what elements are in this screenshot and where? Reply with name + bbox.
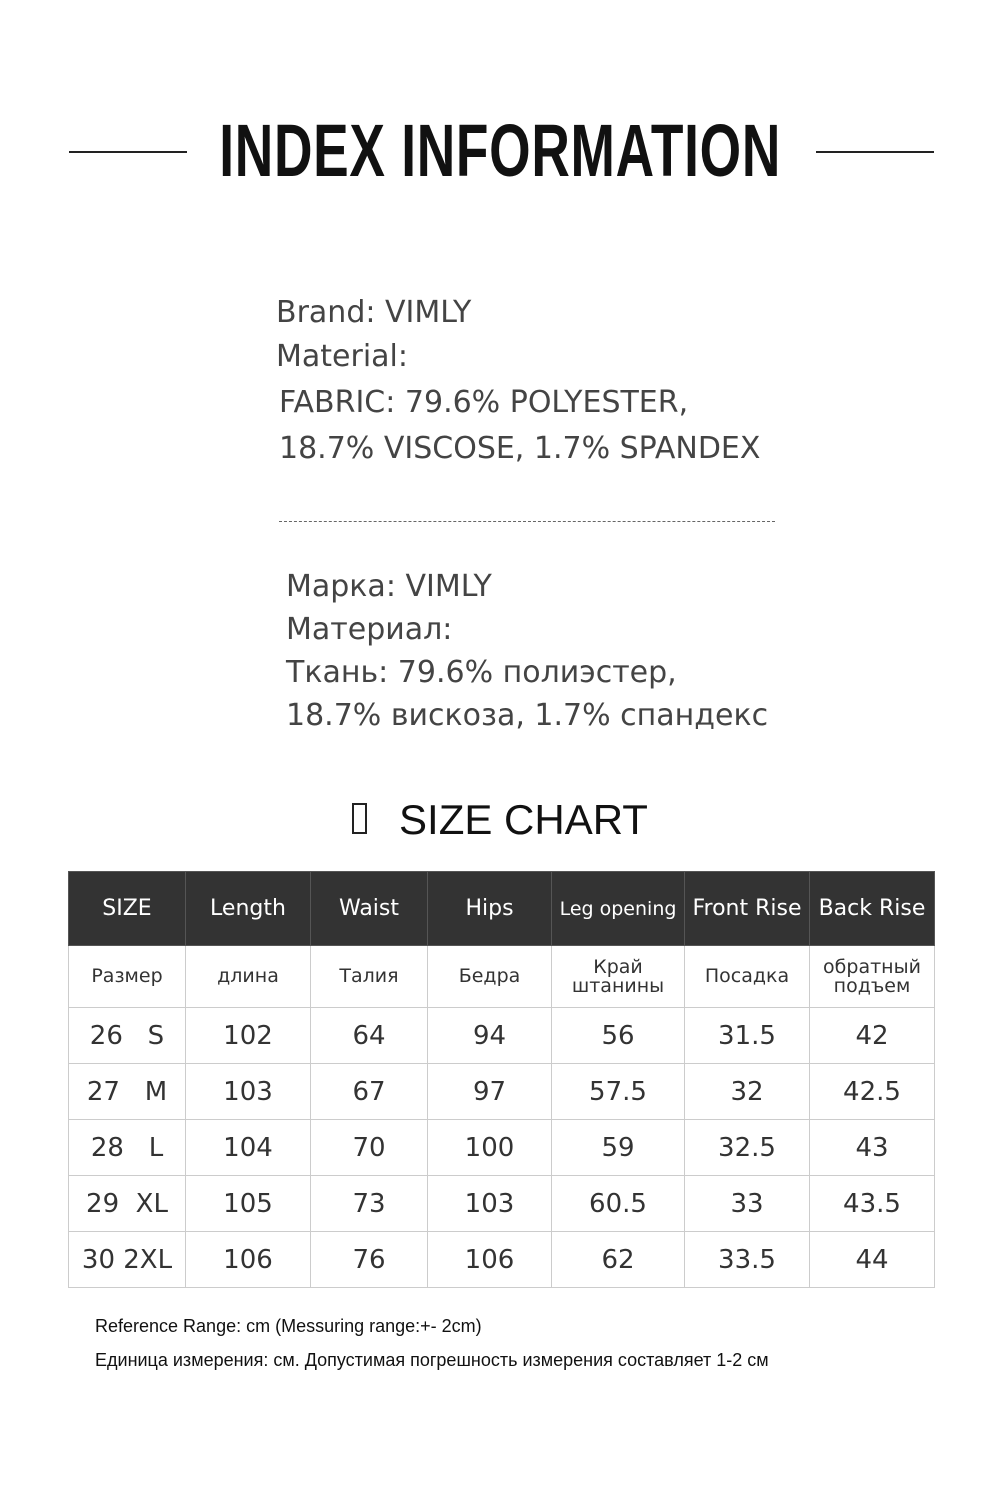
table-cell: 26 S xyxy=(69,1008,186,1064)
brand-en: Brand: VIMLY xyxy=(276,295,472,330)
table-cell: 62 xyxy=(552,1232,685,1288)
table-cell: 67 xyxy=(311,1064,428,1120)
table-cell: 73 xyxy=(311,1176,428,1232)
table-row xyxy=(69,1064,935,1120)
table-cell: 64 xyxy=(311,1008,428,1064)
page-title xyxy=(0,108,1000,193)
table-cell: 97 xyxy=(428,1064,552,1120)
size-table xyxy=(68,871,935,1288)
column-header: Back Rise xyxy=(810,872,935,946)
table-cell: 106 xyxy=(186,1232,311,1288)
table-cell: 105 xyxy=(186,1176,311,1232)
column-header-ru: Размер xyxy=(69,946,186,1008)
info-russian xyxy=(286,565,768,737)
column-header-ru: длина xyxy=(186,946,311,1008)
table-cell: 94 xyxy=(428,1008,552,1064)
column-header-ru: Талия xyxy=(311,946,428,1008)
table-cell: 31.5 xyxy=(685,1008,810,1064)
table-row xyxy=(69,1008,935,1064)
table-cell: 57.5 xyxy=(552,1064,685,1120)
brand-ru: Марка: VIMLY xyxy=(286,569,492,604)
table-cell: 56 xyxy=(552,1008,685,1064)
table-row xyxy=(69,1120,935,1176)
info-english xyxy=(276,290,760,472)
column-header: Hips xyxy=(428,872,552,946)
table-row xyxy=(69,1176,935,1232)
table-cell: 29 XL xyxy=(69,1176,186,1232)
material-ru: Материал: xyxy=(286,612,453,647)
divider xyxy=(279,521,775,522)
table-cell: 28 L xyxy=(69,1120,186,1176)
table-cell: 102 xyxy=(186,1008,311,1064)
note-ru: Единица измерения: см. Допустимая погрешность измерения составляет 1-2 см xyxy=(95,1350,769,1370)
column-header: Front Rise xyxy=(685,872,810,946)
table-cell: 106 xyxy=(428,1232,552,1288)
table-row xyxy=(69,1232,935,1288)
table-cell: 60.5 xyxy=(552,1176,685,1232)
table-cell: 70 xyxy=(311,1120,428,1176)
fabric-line-1-en: FABRIC: 79.6% POLYESTER, xyxy=(279,385,689,420)
table-cell: 104 xyxy=(186,1120,311,1176)
column-header: Waist xyxy=(311,872,428,946)
table-cell: 43.5 xyxy=(810,1176,935,1232)
column-header-ru: Край штанины xyxy=(552,946,685,1008)
fabric-line-2-en: 18.7% VISCOSE, 1.7% SPANDEX xyxy=(279,431,761,466)
table-cell: 42 xyxy=(810,1008,935,1064)
table-cell: 103 xyxy=(186,1064,311,1120)
table-subheader-row xyxy=(69,946,935,1008)
column-header-ru: Бедра xyxy=(428,946,552,1008)
table-cell: 32.5 xyxy=(685,1120,810,1176)
material-en: Material: xyxy=(276,339,408,374)
title-text: INDEX INFORMATION xyxy=(219,109,781,192)
table-cell: 33 xyxy=(685,1176,810,1232)
table-header-row xyxy=(69,872,935,946)
table-cell: 76 xyxy=(311,1232,428,1288)
table-cell: 100 xyxy=(428,1120,552,1176)
table-cell: 59 xyxy=(552,1120,685,1176)
column-header-ru: Посадка xyxy=(685,946,810,1008)
table-cell: 30 2XL xyxy=(69,1232,186,1288)
note-en: Reference Range: cm (Messuring range:+- 2cm) xyxy=(95,1316,482,1336)
fabric-line-1-ru: Ткань: 79.6% полиэстер, xyxy=(286,655,677,690)
table-cell: 44 xyxy=(810,1232,935,1288)
table-cell: 42.5 xyxy=(810,1064,935,1120)
table-cell: 32 xyxy=(685,1064,810,1120)
table-cell: 43 xyxy=(810,1120,935,1176)
table-cell: 33.5 xyxy=(685,1232,810,1288)
size-chart-heading xyxy=(0,796,1000,844)
ruler-icon xyxy=(352,803,367,834)
column-header: Length xyxy=(186,872,311,946)
table-cell: 27 M xyxy=(69,1064,186,1120)
column-header-ru: обратный подъем xyxy=(810,946,935,1008)
column-header: Leg opening xyxy=(552,872,685,946)
size-chart-title: SIZE CHART xyxy=(399,796,648,843)
fabric-line-2-ru: 18.7% вискоза, 1.7% спандекс xyxy=(286,698,769,733)
table-cell: 103 xyxy=(428,1176,552,1232)
column-header: SIZE xyxy=(69,872,186,946)
